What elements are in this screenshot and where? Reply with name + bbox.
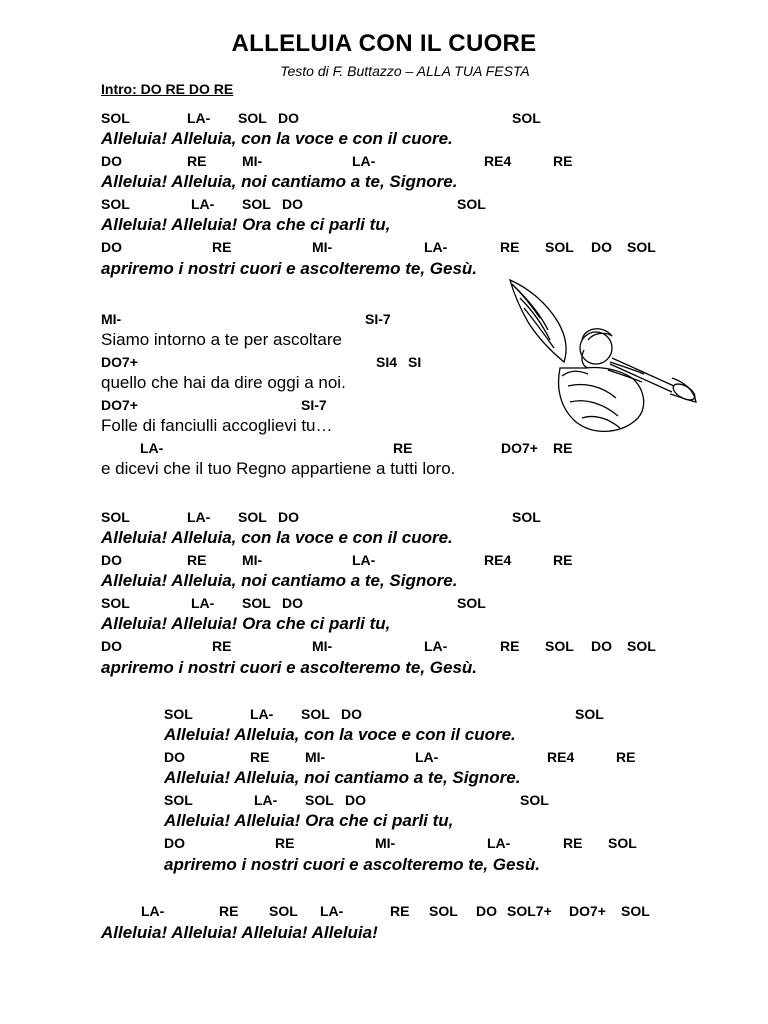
angel-trumpet-illustration [498,278,703,440]
chord: SOL [238,110,267,126]
chord: RE [212,638,232,654]
chord: SOL [457,196,486,212]
chorus-lyric-line: Alleluia! Alleluia, con la voce e con il cuore. [164,725,516,744]
verse-lyric-line: e dicevi che il tuo Regno appartiene a tutti loro. [101,459,456,478]
chord: SOL [512,110,541,126]
chord: RE [212,239,232,255]
verse-lyric-line: quello che hai da dire oggi a noi. [101,373,346,392]
chord: DO7+ [501,440,538,456]
chord: SOL [545,638,574,654]
chord: LA- [140,440,164,456]
chord: RE4 [547,749,575,765]
intro-chords: Intro: DO RE DO RE [101,81,234,97]
chord: MI- [305,749,326,765]
chord: DO [591,638,612,654]
chord: RE [250,749,270,765]
song-title: ALLELUIA CON IL CUORE [231,30,537,57]
verse-lyric-line: Folle di fanciulli accoglievi tu… [101,416,333,435]
chord: LA- [187,110,211,126]
chord: SOL [242,196,271,212]
chord: LA- [141,903,165,919]
chord: RE [500,638,520,654]
chord: SOL [242,595,271,611]
chord: RE [616,749,636,765]
chord: DO [164,835,185,851]
finale-lyric-line: Alleluia! Alleluia! Alleluia! Alleluia! [101,923,378,942]
chord: SOL [164,706,193,722]
chorus-lyric-line: Alleluia! Alleluia! Ora che ci parli tu, [164,811,454,830]
chord: RE [187,153,207,169]
chorus-lyric-line: apriremo i nostri cuori e ascolteremo te, Gesù. [164,855,541,874]
chord: DO [345,792,366,808]
chord: LA- [352,552,376,568]
chord: SOL [305,792,334,808]
chord: RE4 [484,552,512,568]
chord: DO [282,196,303,212]
chorus-lyric-line: apriremo i nostri cuori e ascolteremo te, Gesù. [101,658,478,677]
chorus-lyric-line: Alleluia! Alleluia! Ora che ci parli tu, [101,614,391,633]
chord: RE [563,835,583,851]
chord: LA- [191,196,215,212]
chord: DO [591,239,612,255]
chord: RE [390,903,410,919]
chord: SOL [520,792,549,808]
chorus-lyric-line: Alleluia! Alleluia, noi cantiamo a te, Signore. [164,768,521,787]
chord: RE [219,903,239,919]
chorus-lyric-line: Alleluia! Alleluia, noi cantiamo a te, Signore. [101,571,458,590]
chord: RE [275,835,295,851]
chord: MI- [375,835,396,851]
chord: LA- [191,595,215,611]
chord: DO [341,706,362,722]
chord: DO [476,903,497,919]
chord: SOL [512,509,541,525]
chord: LA- [250,706,274,722]
song-subtitle: Testo di F. Buttazzo – ALLA TUA FESTA [280,63,530,79]
chord: LA- [415,749,439,765]
chord: LA- [254,792,278,808]
chord: LA- [352,153,376,169]
chord: SOL [429,903,458,919]
chord: SOL [545,239,574,255]
chord: SOL [101,595,130,611]
chord: RE4 [484,153,512,169]
verse-lyric-line: Siamo intorno a te per ascoltare [101,330,342,349]
chord: DO [278,509,299,525]
chord: MI- [242,153,263,169]
chord: SOL [575,706,604,722]
chord: DO [101,552,122,568]
chorus-lyric-line: Alleluia! Alleluia, con la voce e con il cuore. [101,528,453,547]
chorus-lyric-line: apriremo i nostri cuori e ascolteremo te, Gesù. [101,259,478,278]
chorus-lyric-line: Alleluia! Alleluia! Ora che ci parli tu, [101,215,391,234]
chord: LA- [487,835,511,851]
chord: DO7+ [569,903,606,919]
chord: LA- [424,239,448,255]
chord: SOL [269,903,298,919]
chord: SOL [301,706,330,722]
chord: SOL [101,110,130,126]
chord: RE [393,440,413,456]
chord: SOL7+ [507,903,552,919]
chord: SI-7 [301,397,327,413]
chord: DO [101,638,122,654]
chord: RE [553,552,573,568]
chord: SOL [627,638,656,654]
chord: DO [164,749,185,765]
chord: SOL [101,196,130,212]
chord: RE [187,552,207,568]
chord: DO7+ [101,354,138,370]
chord: DO [101,239,122,255]
chord: SI [408,354,422,370]
chord: SOL [627,239,656,255]
chord: SOL [164,792,193,808]
chord: LA- [320,903,344,919]
chord: SOL [608,835,637,851]
chord: MI- [312,239,333,255]
chord: DO [282,595,303,611]
chord: DO7+ [101,397,138,413]
chord: RE [553,153,573,169]
chord: MI- [312,638,333,654]
chord: LA- [187,509,211,525]
chord: SOL [457,595,486,611]
chord: MI- [242,552,263,568]
chord: RE [500,239,520,255]
chord: MI- [101,311,122,327]
chord: SI-7 [365,311,391,327]
chord: LA- [424,638,448,654]
chord: SOL [238,509,267,525]
chord: SOL [101,509,130,525]
chord: SI4 [376,354,398,370]
chord: RE [553,440,573,456]
chorus-lyric-line: Alleluia! Alleluia, con la voce e con il cuore. [101,129,453,148]
chord: SOL [621,903,650,919]
chord: DO [101,153,122,169]
chorus-lyric-line: Alleluia! Alleluia, noi cantiamo a te, Signore. [101,172,458,191]
chord: DO [278,110,299,126]
